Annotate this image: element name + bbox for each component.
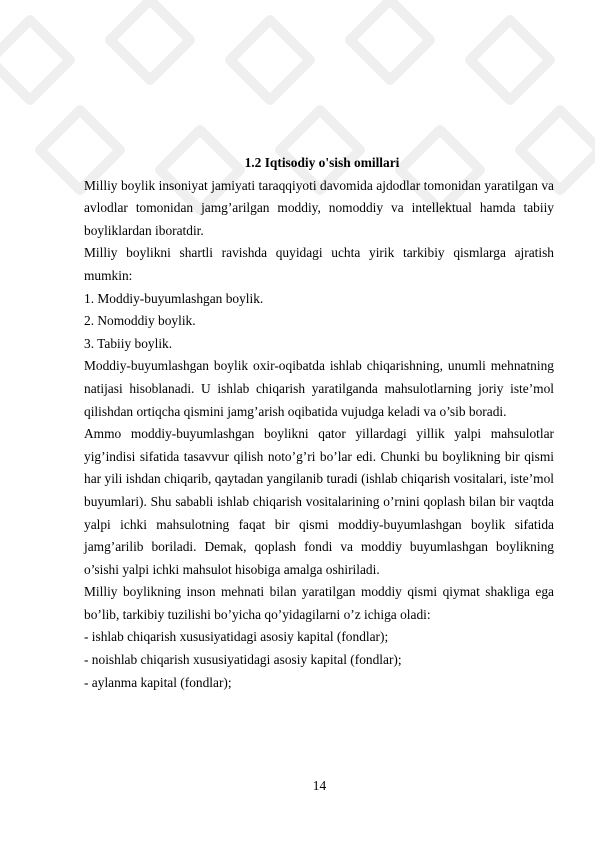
dash-item-3: - aylanma kapital (fondlar); xyxy=(84,674,232,690)
section-title: 1.2 Iqtisodiy o'sish omillari xyxy=(244,155,400,170)
paragraph-4: Ammo moddiy-buyumlashgan boylikni qator yillardagi yillik yalpi mahsulotlar yig’indisi sifatida tasavvur qilish noto’g’ri bo’lar edi. Chunki bu boylikning bir qismi har yili ishdan chiqarib, qaytadan yangilanib turadi (ishlab chiqarish vositalari, iste’mol buyumlari). Shu sababli ishlab chiqarish vositalarining o’rnini qoplash bilan bir vaqtda yalpi ichki mahsulotning faqat bir qismi moddiy-buyumlashgan boylik sifatida jamg’arilib boriladi. Demak, qoplash fondi va moddiy buyumlashgan boylikning o’sishi yalpi ichki mahsulot hisobiga amalga oshiriladi. xyxy=(84,426,554,577)
dash-item-2: - noishlab chiqarish xususiyatidagi asosiy kapital (fondlar); xyxy=(84,652,402,668)
list-item-3: 3. Tabiiy boylik. xyxy=(84,335,173,351)
list-item-2: 2. Nomoddiy boylik. xyxy=(84,313,196,329)
paragraph-3: Moddiy-buyumlashgan boylik oxir-oqibatda ishlab chiqarishning, unumli mehnatning natijasi hisoblanadi. U ishlab chiqarish yaratilganda mahsulotlarning joriy iste’mol qilishdan ortiqcha qismini jamg’arish oqibatida vujudga keladi va o’sib boradi. xyxy=(84,358,554,419)
page-number: 14 xyxy=(312,778,327,793)
paragraph-2: Milliy boylikni shartli ravishda quyidagi uchta yirik tarkibiy qismlarga ajratish mumkin: xyxy=(84,245,554,283)
paragraph-1: Milliy boylik insoniyat jamiyati taraqqiyoti davomida ajdodlar tomonidan yaratilgan va avlodlar tomonidan jamg’arilgan moddiy, nomoddiy va intellektual hamda tabiiy boyliklardan iboratdir. xyxy=(84,177,554,238)
list-item-1: 1. Moddiy-buyumlashgan boylik. xyxy=(84,290,264,306)
document-body xyxy=(84,152,554,694)
paragraph-5: Milliy boylikning inson mehnati bilan yaratilgan moddiy qismi qiymat shakliga ega bo’lib, tarkibiy tuzilishi bo’yicha qo’yidagilarni o’z ichiga oladi: xyxy=(84,584,554,622)
dash-item-1: - ishlab chiqarish xususiyatidagi asosiy kapital (fondlar); xyxy=(84,629,389,645)
